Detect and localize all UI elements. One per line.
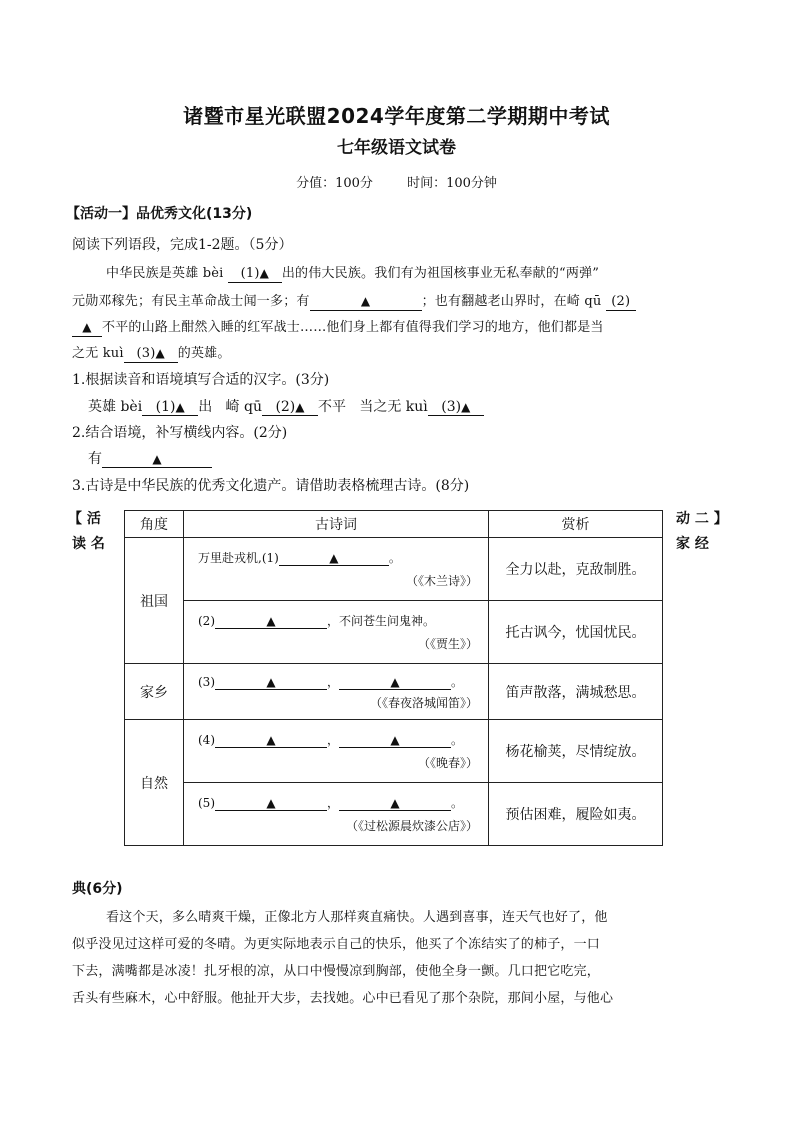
table-row: (2) ▲ ，不问苍生问鬼神。 （《贾生》） 托古讽今，忧国忧民。 [125,601,663,664]
question-2: 2.结合语境，补写横线内容。(2分) [72,425,288,441]
group-motherland: 祖国 [125,538,184,664]
table-row: 自然 (4) ▲ ， ▲ 。 （《晚春》） 杨花榆荚，尽情绽放。 [125,720,663,783]
poem-blank-3a[interactable]: ▲ [215,675,327,690]
story-line-1: 看这个天，多么晴爽干燥，正像北方人那样爽直痛快。人遇到喜事，连天气也好了，他 [106,910,608,925]
poem-blank-4b[interactable]: ▲ [339,733,451,748]
answer-q2[interactable]: ▲ [102,451,212,468]
header-appreciation: 赏析 [489,511,663,538]
answer-3[interactable]: (3)▲ [428,399,484,416]
story-line-3: 下去，满嘴都是冰凌！扎牙根的凉，从口中慢慢凉到胸部，使他全身一颤。几口把它吃完， [72,964,601,979]
answer-2[interactable]: (2)▲ [262,399,318,416]
answer-1[interactable]: (1)▲ [142,399,198,416]
exam-subtitle: 七年级语文试卷 [337,138,456,158]
side-left-top: 【 活 [68,511,101,527]
poem-table [124,510,663,846]
blank-1[interactable]: (1)▲ [228,265,282,283]
poem-blank-4a[interactable]: ▲ [215,733,327,748]
side-right-bottom: 家 经 [676,536,709,552]
table-header-row [125,511,663,538]
table-row: 祖国 万里赴戎机,(1) ▲ 。 （《木兰诗》） 全力以赴，克敌制胜。 [125,538,663,601]
passage-line-3: ▲ 不平的山路上酣然入睡的红军战士……他们身上都有值得我们学习的地方，他们都是当 [72,316,604,337]
table-row: 家乡 (3) ▲ ， ▲ 。 （《春夜洛城闻笛》） 笛声散落，满城愁思。 [125,664,663,720]
table-row: (5) ▲ ， ▲ 。 （《过松源晨炊漆公店》） 预估困难，履险如夷。 [125,783,663,846]
passage-line-4: 之无 kuì (3)▲ 的英雄。 [72,346,231,361]
group-hometown: 家乡 [125,664,184,720]
activity1-intro: 阅读下列语段，完成1-2题。（5分） [72,237,293,253]
question-1: 1.根据读音和语境填写合适的汉字。(3分) [72,372,330,388]
passage-line-1: 中华民族是英雄 bèi (1)▲ 出的伟大民族。我们有为祖国核事业无私奉献的“两弹” [106,266,600,281]
passage-line-2: 元勋邓稼先；有民主革命战士闻一多；有 ▲ ；也有翻越老山界时，在崎 qū (2) [72,290,636,311]
question-3: 3.古诗是中华民族的优秀文化遗产。请借助表格梳理古诗。(8分) [72,478,470,494]
story-line-2: 似乎没见过这样可爱的冬晴。为更实际地表示自己的快乐，他买了个冻结实了的柿子，一口 [72,937,601,952]
group-nature: 自然 [125,720,184,846]
poem-blank-1[interactable]: ▲ [279,551,389,566]
side-left-bottom: 读 名 [72,536,105,552]
activity2-heading-tail: 典(6分) [72,881,123,897]
poem-blank-3b[interactable]: ▲ [339,675,451,690]
exam-title: 诸暨市星光联盟2024学年度第二学期期中考试 [183,104,610,128]
blank-3[interactable]: (3)▲ [124,345,178,363]
exam-meta [0,172,793,191]
blank-q2[interactable]: ▲ [310,293,422,311]
activity1-heading: 【活动一】品优秀文化(13分) [66,206,253,222]
header-poem: 古诗词 [184,511,489,538]
header-angle: 角度 [125,511,184,538]
blank-2[interactable]: (2) [606,294,636,311]
poem-blank-5a[interactable]: ▲ [215,796,327,811]
side-right-top: 动 二 】 [676,511,728,527]
story-line-4: 舌头有些麻木，心中舒服。他扯开大步，去找她。心中已看见了那个杂院，那间小屋，与他心 [72,991,614,1006]
score-info: 分值：100分 [296,176,373,191]
time-info: 时间：100分钟 [407,176,497,191]
question-2-answer: 有 ▲ [88,448,212,468]
poem-blank-2[interactable]: ▲ [215,614,327,629]
poem-blank-5b[interactable]: ▲ [339,796,451,811]
question-1-answers: 英雄 bèi (1)▲ 出 崎 qū (2)▲ 不平 当之无 kuì (3)▲ [88,396,484,416]
